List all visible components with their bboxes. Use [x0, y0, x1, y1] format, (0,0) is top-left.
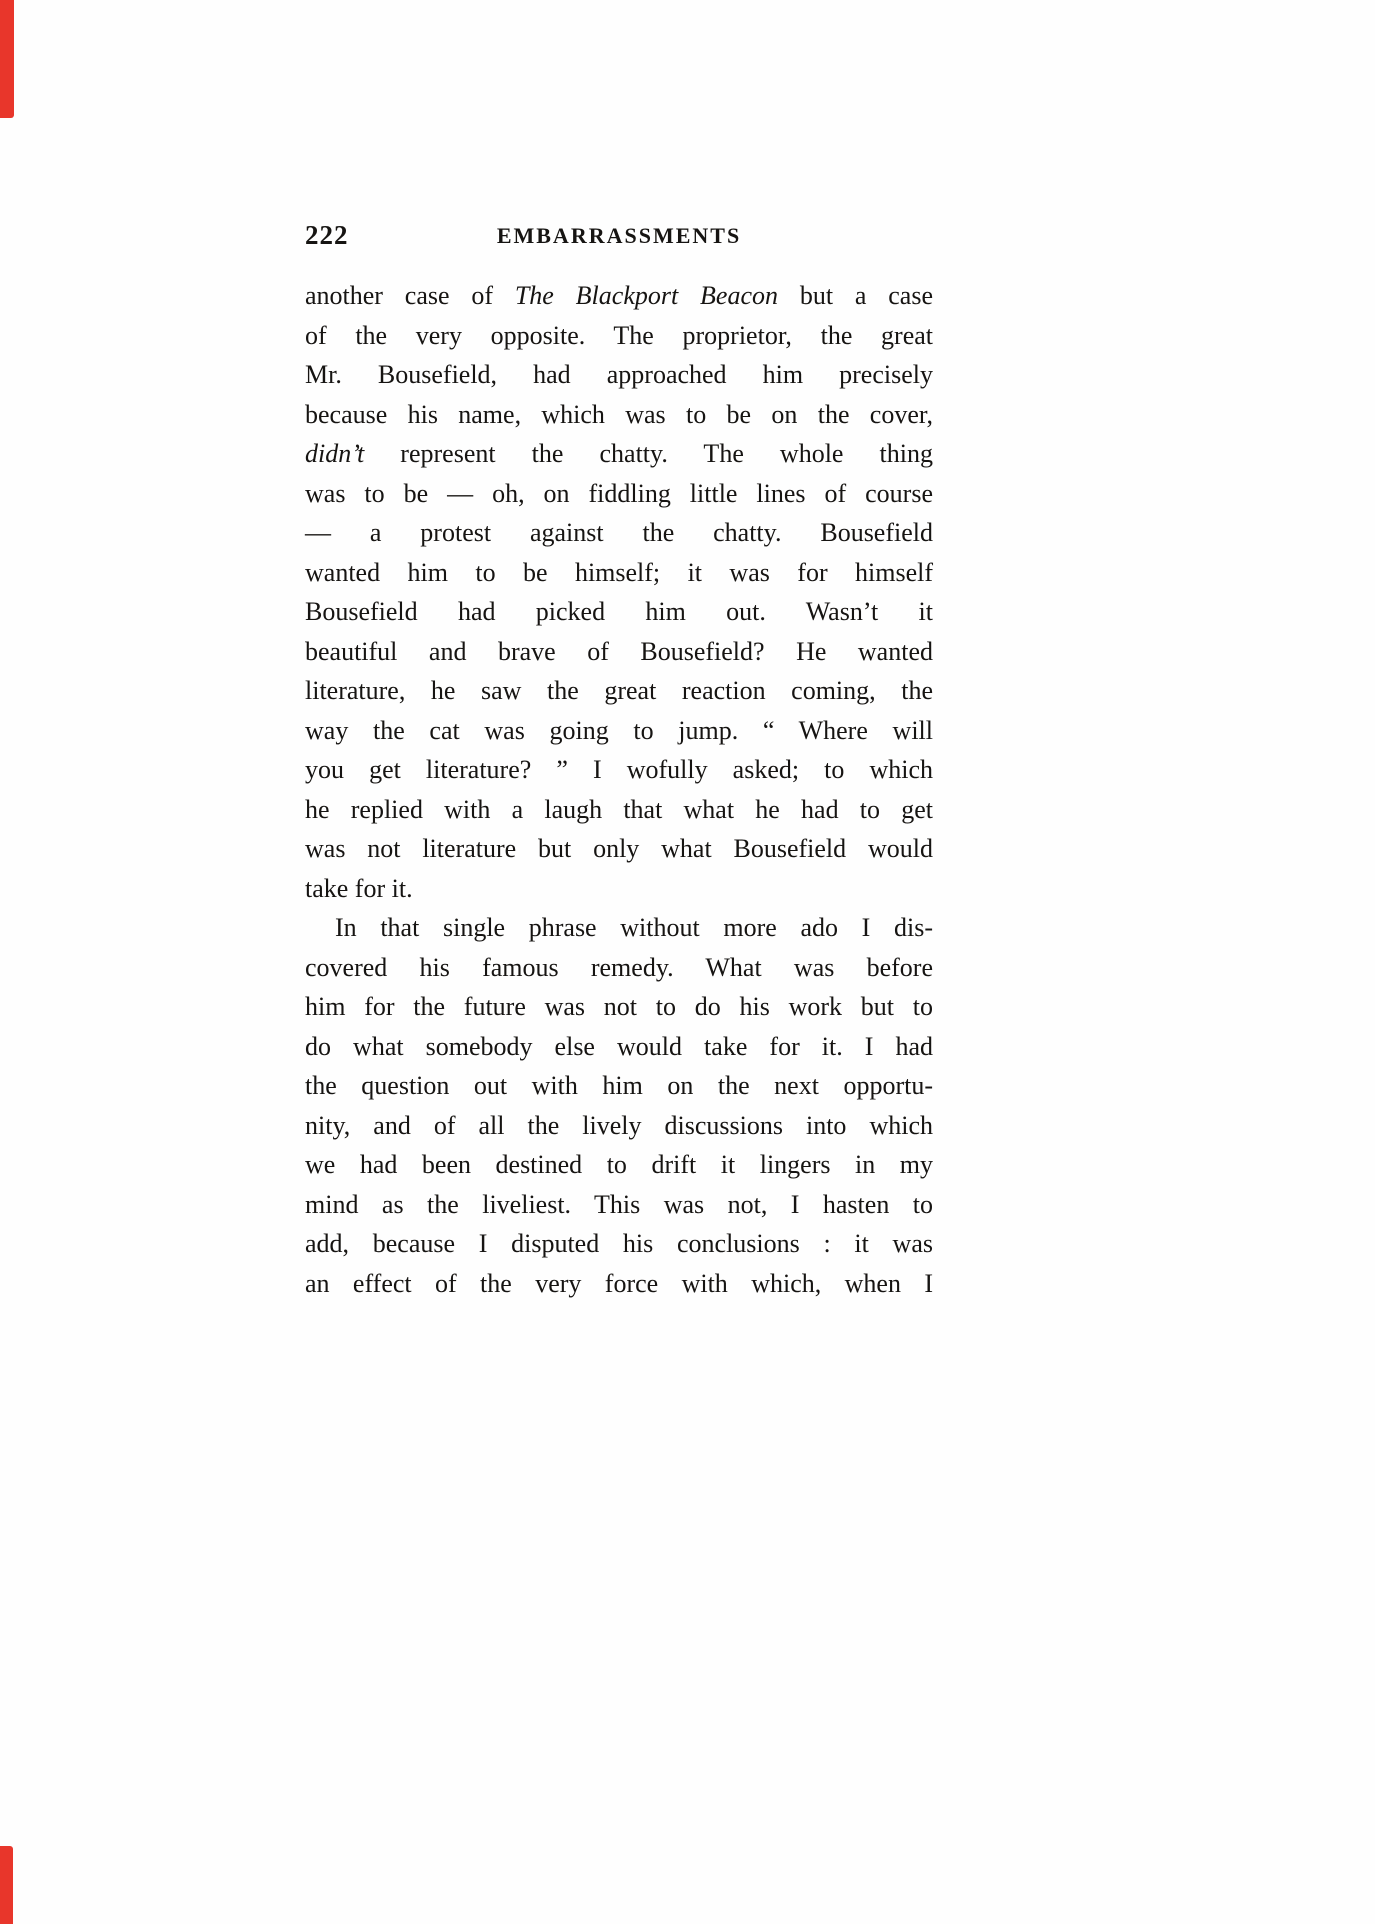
body-text: way the cat was going to jump. “ Where will: [305, 715, 933, 745]
text-line: [305, 1027, 933, 1067]
scan-artifact-bottom: [0, 1846, 13, 1924]
text-body: [305, 276, 933, 1303]
text-line: [305, 553, 933, 593]
body-text: Mr. Bousefield, had approached him precisely: [305, 360, 933, 389]
text-line: [305, 316, 933, 356]
text-line: [305, 1224, 933, 1264]
scan-artifact-top: [0, 0, 14, 118]
body-text: another case of: [305, 281, 515, 310]
text-line: [305, 790, 933, 830]
italic-text: didn’t: [305, 439, 365, 468]
text-line: [305, 395, 933, 435]
body-text: he replied with a laugh that what he had to get: [305, 794, 933, 824]
text-block: [305, 220, 933, 1303]
body-text: take for it.: [305, 873, 413, 903]
text-line: [305, 987, 933, 1027]
text-line: [305, 1264, 933, 1304]
text-line: [305, 829, 933, 869]
body-text: you get literature? ” I wofully asked; to which: [305, 755, 933, 784]
body-text: literature, he saw the great reaction coming, the: [305, 676, 933, 705]
body-text: wanted him to be himself; it was for himself: [305, 557, 933, 587]
running-head: EMBARRASSMENTS: [496, 223, 742, 248]
text-line: [305, 1106, 933, 1146]
body-text: nity, and of all the lively discussions into which: [305, 1110, 933, 1140]
italic-text: The Blackport Beacon: [514, 281, 778, 310]
text-line: [305, 671, 933, 711]
text-line: [305, 434, 933, 474]
body-text: was not literature but only what Bousefield would: [305, 834, 933, 863]
text-line: [305, 1145, 933, 1185]
text-line: [305, 711, 933, 751]
body-text: represent the chatty. The whole thing: [364, 439, 933, 468]
page-header: [305, 220, 933, 254]
body-text: because his name, which was to be on the cover,: [305, 399, 933, 429]
body-text: was to be — oh, on fiddling little lines of course: [305, 478, 933, 508]
text-line: [305, 276, 933, 316]
text-line: [305, 948, 933, 988]
text-line: [305, 632, 933, 672]
body-text: an effect of the very force with which, when I: [305, 1268, 933, 1298]
body-text: beautiful and brave of Bousefield? He wanted: [305, 636, 933, 666]
text-line: [305, 908, 933, 948]
page-number: 222: [305, 220, 349, 250]
body-text: add, because I disputed his conclusions : it was: [305, 1229, 933, 1258]
body-text: mind as the liveliest. This was not, I hasten to: [305, 1189, 933, 1219]
body-text: Bousefield had picked him out. Wasn’t it: [305, 597, 933, 626]
body-text: the question out with him on the next opportu-: [305, 1071, 933, 1100]
text-line: [305, 750, 933, 790]
text-line: [305, 1185, 933, 1225]
body-text: but a case: [778, 281, 933, 310]
body-text: we had been destined to drift it lingers in my: [305, 1150, 933, 1179]
body-text: do what somebody else would take for it. I had: [305, 1031, 933, 1061]
text-line: [305, 1066, 933, 1106]
body-text: — a protest against the chatty. Bousefield: [305, 518, 933, 547]
text-line: [305, 592, 933, 632]
body-text: covered his famous remedy. What was before: [305, 952, 933, 982]
text-line: [305, 513, 933, 553]
text-line: [305, 474, 933, 514]
body-text: him for the future was not to do his work but to: [305, 992, 933, 1021]
body-text: In that single phrase without more ado I dis-: [335, 913, 933, 942]
body-text: of the very opposite. The proprietor, the great: [305, 320, 933, 350]
text-line: [305, 355, 933, 395]
text-line: [305, 869, 933, 909]
